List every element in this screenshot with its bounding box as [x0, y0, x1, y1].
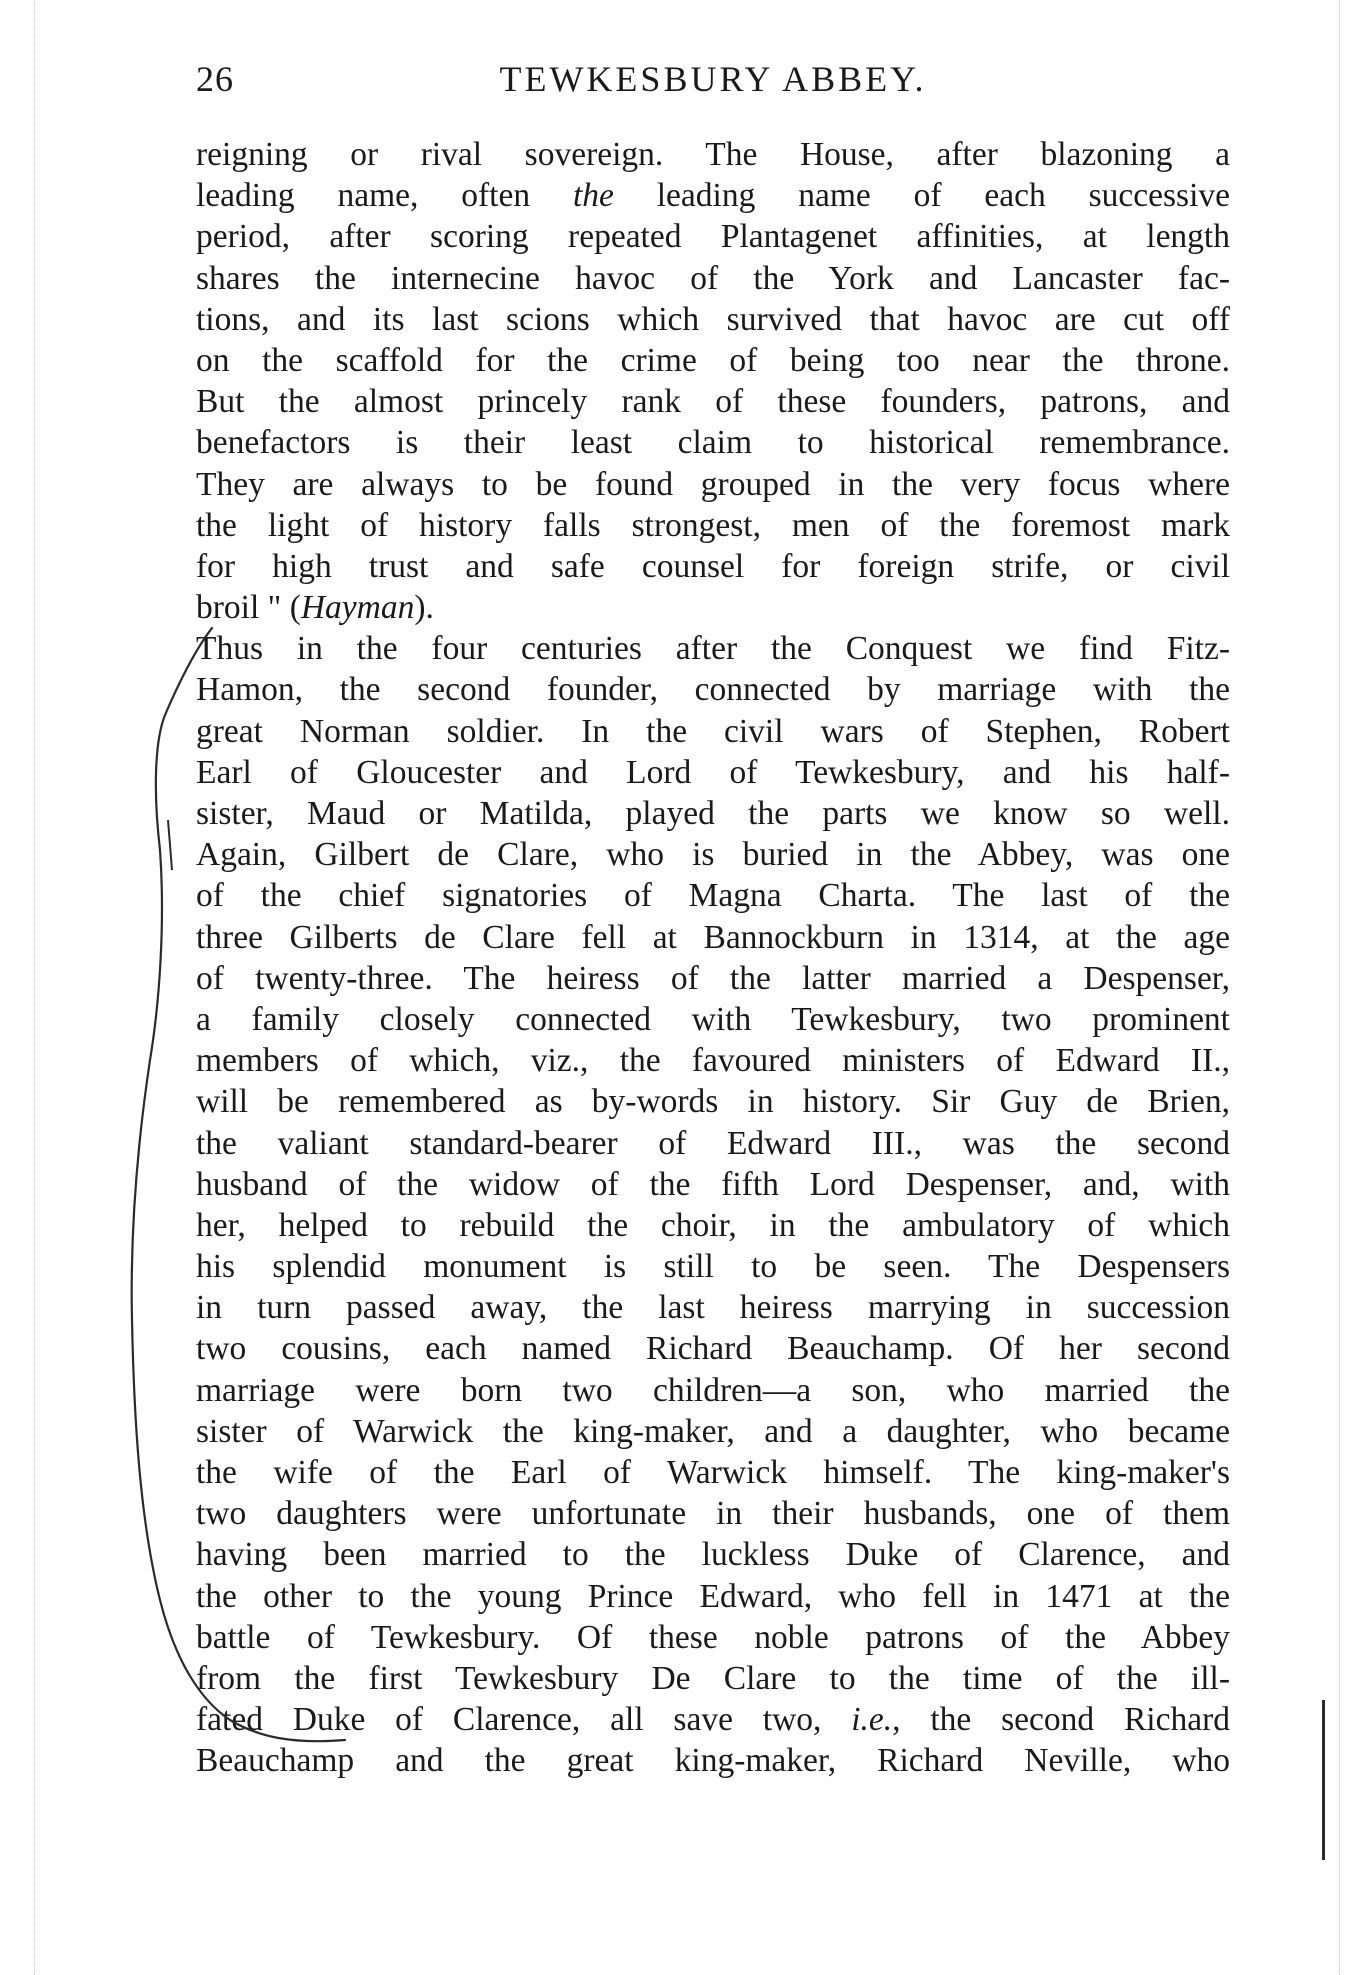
- text-line: shares the internecine havoc of the York and Lancaster fac-: [196, 259, 1230, 297]
- text-line: battle of Tewkesbury. Of these noble patrons of the Abbey: [196, 1618, 1230, 1656]
- text-line: the light of history falls strongest, men of the foremost mark: [196, 506, 1230, 544]
- text-line: marriage were born two children—a son, who married the: [196, 1371, 1230, 1409]
- text-line: period, after scoring repeated Plantagenet affinities, at length: [196, 218, 1230, 256]
- scan-edge-left: [34, 0, 36, 1975]
- text-line: broil " (Hayman).: [196, 589, 434, 627]
- text-line: reigning or rival sovereign. The House, after blazoning a: [196, 136, 1230, 173]
- text-line: two daughters were unfortunate in their husbands, one of them: [196, 1495, 1230, 1533]
- text-line: great Norman soldier. In the civil wars of Stephen, Robert: [196, 712, 1230, 750]
- text-line: his splendid monument is still to be seen. The Despensers: [196, 1248, 1230, 1286]
- text-line: in turn passed away, the last heiress marrying in succession: [196, 1289, 1230, 1327]
- text-line: But the almost princely rank of these founders, patrons, and: [196, 383, 1230, 421]
- scan-edge-mark: [1322, 1700, 1325, 1860]
- text-line: sister, Maud or Matilda, played the parts we know so well.: [196, 795, 1230, 832]
- text-line: Earl of Gloucester and Lord of Tewkesbury, and his half-: [196, 753, 1230, 791]
- text-line: the other to the young Prince Edward, who fell in 1471 at the: [196, 1577, 1230, 1615]
- text-line: the valiant standard-bearer of Edward III., was the second: [196, 1124, 1230, 1162]
- text-line: Beauchamp and the great king-maker, Richard Neville, who: [196, 1742, 1230, 1780]
- text-line: of twenty-three. The heiress of the latter married a Despenser,: [196, 959, 1230, 997]
- text-line: for high trust and safe counsel for foreign strife, or civil: [196, 547, 1230, 585]
- text-line: of the chief signatories of Magna Charta. The last of the: [196, 877, 1230, 915]
- running-title: TEWKESBURY ABBEY.: [499, 59, 927, 99]
- text-line: having been married to the luckless Duke of Clarence, and: [196, 1536, 1230, 1574]
- text-line: members of which, viz., the favoured ministers of Edward II.,: [196, 1042, 1230, 1080]
- text-line: the wife of the Earl of Warwick himself. The king-maker's: [196, 1454, 1230, 1491]
- scan-edge-right: [1339, 0, 1341, 1975]
- running-head: [196, 58, 1230, 108]
- text-line: husband of the widow of the fifth Lord Despenser, and, with: [196, 1165, 1230, 1203]
- body-text: [196, 134, 1230, 1782]
- text-line: sister of Warwick the king-maker, and a daughter, who became: [196, 1412, 1230, 1450]
- text-line: They are always to be found grouped in the very focus where: [196, 465, 1230, 503]
- text-line: Again, Gilbert de Clare, who is buried in the Abbey, was one: [196, 836, 1230, 874]
- text-line: will be remembered as by-words in history. Sir Guy de Brien,: [196, 1083, 1230, 1121]
- text-line: Hamon, the second founder, connected by marriage with the: [196, 671, 1230, 709]
- text-line: leading name, often the leading name of each successive: [196, 177, 1231, 215]
- text-line: her, helped to rebuild the choir, in the ambulatory of which: [196, 1206, 1230, 1244]
- text-line: two cousins, each named Richard Beauchamp. Of her second: [196, 1330, 1230, 1368]
- text-line: on the scaffold for the crime of being too near the throne.: [196, 341, 1230, 379]
- text-line: a family closely connected with Tewkesbury, two prominent: [196, 1000, 1230, 1038]
- text-line: fated Duke of Clarence, all save two, i.e., the second Richard: [196, 1701, 1230, 1739]
- text-line: three Gilberts de Clare fell at Bannockburn in 1314, at the age: [196, 918, 1230, 956]
- text-line: Thus in the four centuries after the Conquest we find Fitz-: [196, 630, 1230, 668]
- page-number: 26: [196, 59, 234, 99]
- text-line: benefactors is their least claim to historical remembrance.: [196, 424, 1230, 462]
- text-line: tions, and its last scions which survived that havoc are cut off: [196, 300, 1230, 338]
- text-line: from the first Tewkesbury De Clare to the time of the ill-: [196, 1659, 1230, 1697]
